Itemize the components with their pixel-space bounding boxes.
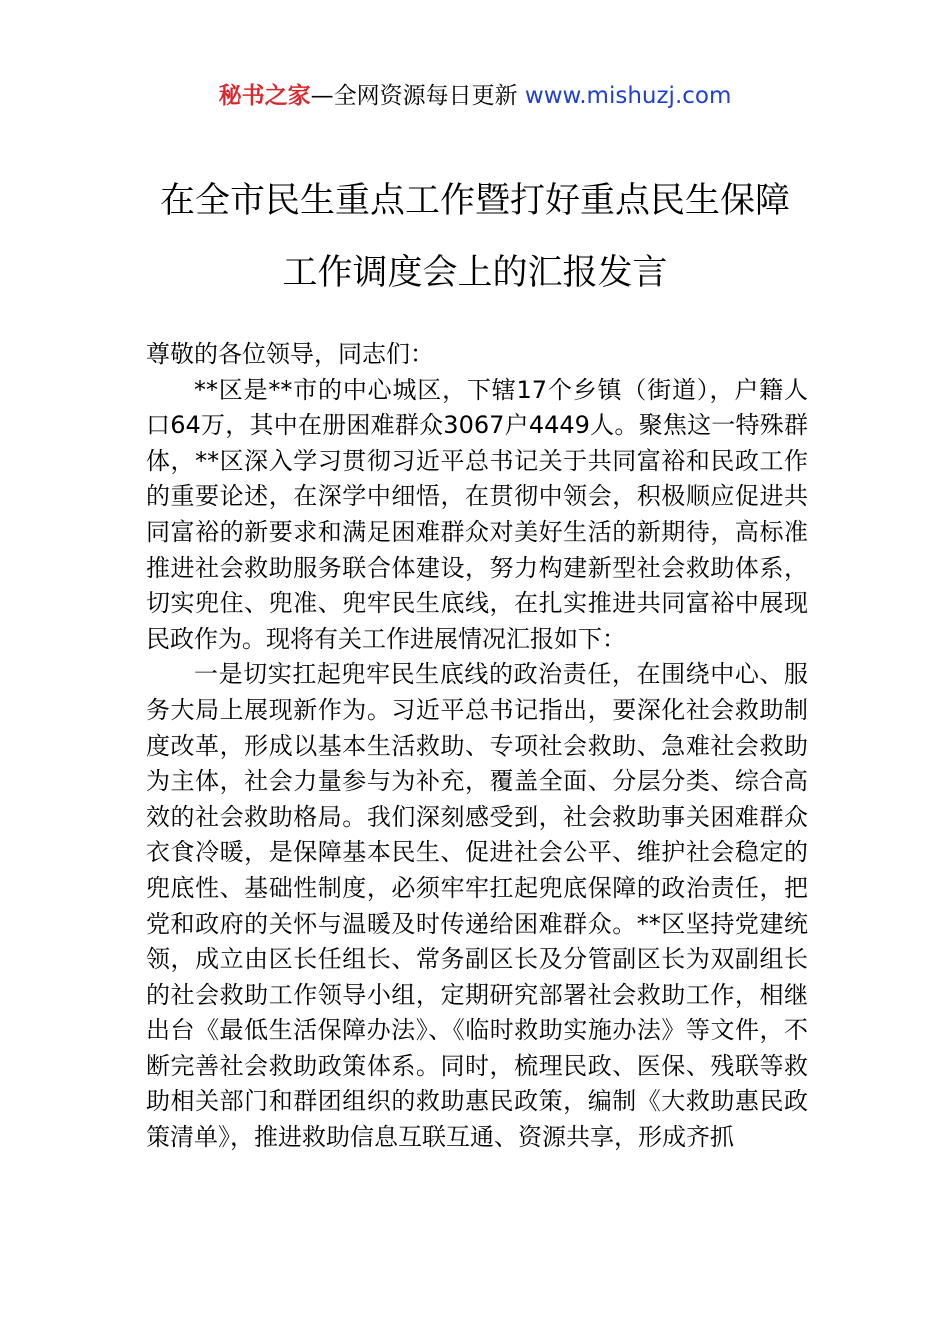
document-body — [146, 337, 808, 1156]
salutation: 尊敬的各位领导，同志们： — [146, 340, 434, 368]
brand-name: 秘书之家 — [218, 83, 311, 109]
document-title-line-2: 工作调度会上的汇报发言 — [282, 253, 668, 293]
site-url[interactable]: www.mishuzj.com — [524, 83, 732, 109]
header-tagline: —全网资源每日更新 — [310, 83, 525, 109]
site-header — [0, 78, 950, 114]
paragraph-intro: **区是**市的中心城区，下辖17个乡镇（街道），户籍人口64万，其中在册困难群众3067户4449人。聚焦这一特殊群体，**区深入学习贯彻习近平总书记关于共同富裕和民政工作的重要论述，在深学中细悟，在贯彻中领会，积极顺应促进共同富裕的新要求和满足困难群众对美好生活的新期待，高标准推进社会救助服务联合体建设，努力构建新型社会救助体系，切实兜住、兜准、兜牢民生底线，在扎实推进共同富裕中展现民政作为。现将有关工作进展情况汇报如下： — [146, 375, 808, 653]
document-title-line-1: 在全市民生重点工作暨打好重点民生保障 — [159, 181, 790, 221]
paragraph-point-one: 一是切实扛起兜牢民生底线的政治责任，在围绕中心、服务大局上展现新作为。习近平总书记指出，要深化社会救助制度改革，形成以基本生活救助、专项社会救助、急难社会救助为主体，社会力量参与为补充，覆盖全面、分层分类、综合高效的社会救助格局。我们深刻感受到，社会救助事关困难群众衣食冷暖，是保障基本民生、促进社会公平、维护社会稳定的兜底性、基础性制度，必须牢牢扛起兜底保障的政治责任，把党和政府的关怀与温暖及时传递给困难群众。**区坚持党建统领，成立由区长任组长、常务副区长及分管副区长为双副组长的社会救助工作领导小组，定期研究部署社会救助工作，相继出台《最低生活保障办法》、《临时救助实施办法》等文件，不断完善社会救助政策体系。同时，梳理民政、医保、残联等救助相关部门和群团组织的救助惠民政策，编制《大救助惠民政策清单》，推进救助信息互联互通、资源共享，形成齐抓 — [146, 660, 808, 1152]
